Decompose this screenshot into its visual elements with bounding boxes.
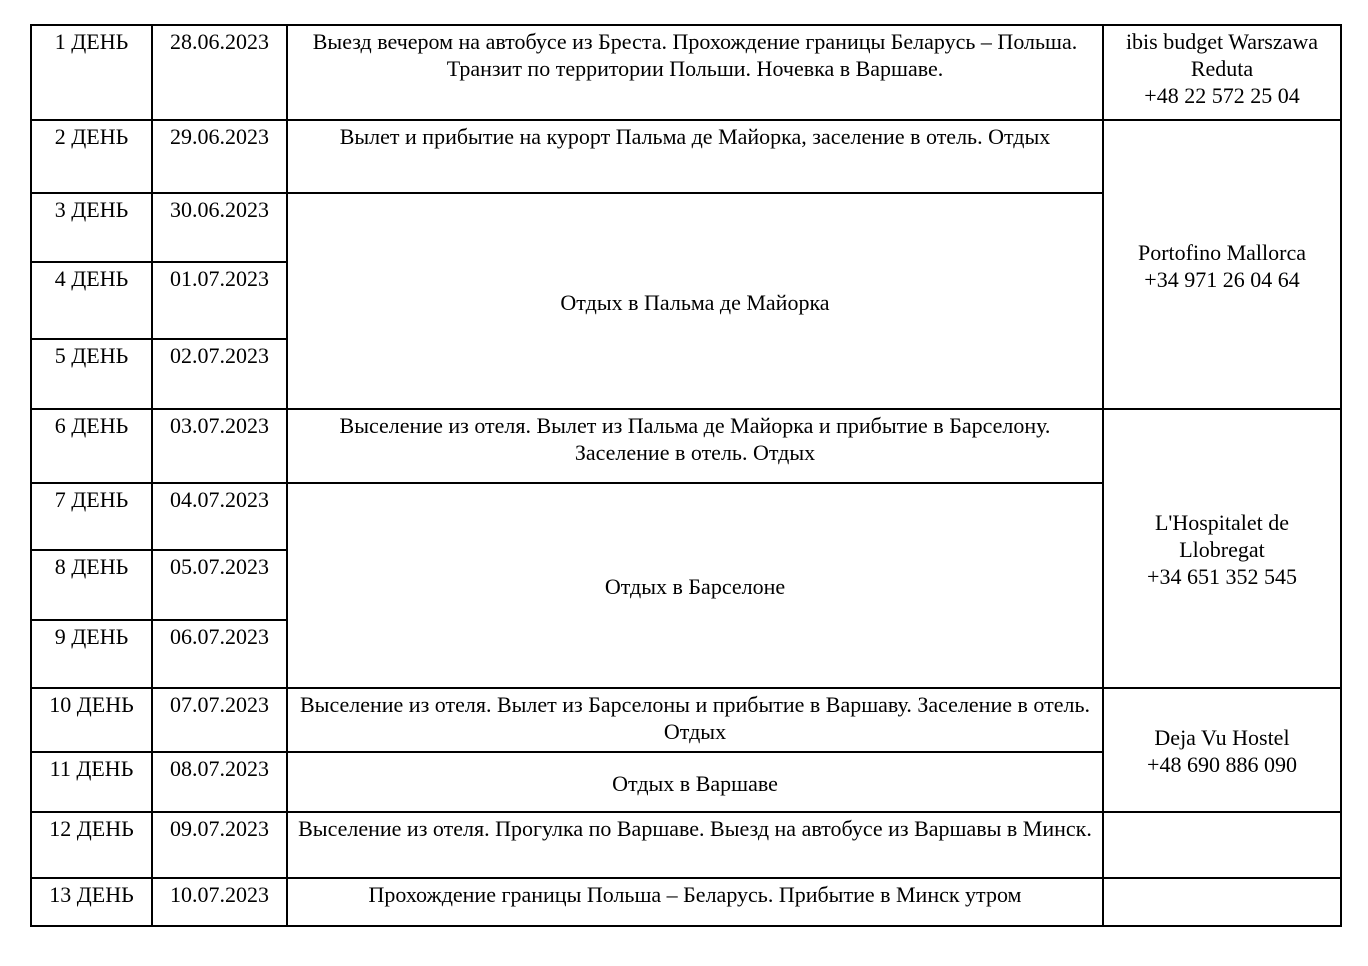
date-cell: 04.07.2023	[152, 483, 287, 550]
program-cell: Выселение из отеля. Прогулка по Варшаве. Выезд на автобусе из Варшавы в Минск.	[287, 812, 1103, 878]
table-row	[31, 25, 1341, 120]
date-cell: 06.07.2023	[152, 620, 287, 688]
hotel-cell	[1103, 25, 1341, 120]
program-cell: Отдых в Пальма де Майорка	[287, 193, 1103, 409]
hotel-name: Llobregat	[1179, 537, 1265, 562]
day-cell: 3 ДЕНЬ	[31, 193, 152, 262]
hotel-cell	[1103, 409, 1341, 688]
hotel-cell-empty	[1103, 812, 1341, 878]
day-cell: 8 ДЕНЬ	[31, 550, 152, 620]
hotel-cell	[1103, 688, 1341, 812]
hotel-phone: +34 651 352 545	[1147, 564, 1297, 589]
hotel-phone: +48 22 572 25 04	[1144, 83, 1300, 108]
hotel-cell-empty	[1103, 878, 1341, 926]
hotel-phone: +48 690 886 090	[1147, 752, 1297, 777]
program-cell: Вылет и прибытие на курорт Пальма де Майорка, заселение в отель. Отдых	[287, 120, 1103, 193]
hotel-name: Reduta	[1190, 56, 1254, 81]
program-cell: Выезд вечером на автобусе из Бреста. Прохождение границы Беларусь – Польша. Транзит по территории Польши. Ночевка в Варшаве.	[287, 25, 1103, 120]
day-cell: 6 ДЕНЬ	[31, 409, 152, 483]
hotel-name: Portofino Mallorca	[1137, 239, 1307, 265]
table-row	[31, 120, 1341, 193]
date-cell: 01.07.2023	[152, 262, 287, 339]
table-row	[31, 688, 1341, 752]
table-row	[31, 812, 1341, 878]
day-cell: 5 ДЕНЬ	[31, 339, 152, 409]
day-cell: 13 ДЕНЬ	[31, 878, 152, 926]
date-cell: 05.07.2023	[152, 550, 287, 620]
day-cell: 12 ДЕНЬ	[31, 812, 152, 878]
day-cell: 11 ДЕНЬ	[31, 752, 152, 812]
hotel-cell	[1103, 120, 1341, 409]
day-cell: 4 ДЕНЬ	[31, 262, 152, 339]
hotel-name: L'Hospitalet de	[1154, 510, 1290, 535]
program-cell: Выселение из отеля. Вылет из Барселоны и прибытие в Варшаву. Заселение в отель. Отдых	[287, 688, 1103, 752]
date-cell: 08.07.2023	[152, 752, 287, 812]
table-row	[31, 409, 1341, 483]
day-cell: 1 ДЕНЬ	[31, 25, 152, 120]
itinerary-table	[30, 24, 1342, 927]
program-cell: Прохождение границы Польша – Беларусь. Прибытие в Минск утром	[287, 878, 1103, 926]
hotel-name: ibis budget Warszawa	[1125, 29, 1319, 54]
date-cell: 30.06.2023	[152, 193, 287, 262]
date-cell: 07.07.2023	[152, 688, 287, 752]
table-row	[31, 878, 1341, 926]
day-cell: 9 ДЕНЬ	[31, 620, 152, 688]
day-cell: 10 ДЕНЬ	[31, 688, 152, 752]
program-cell: Отдых в Барселоне	[287, 483, 1103, 688]
hotel-phone: +34 971 26 04 64	[1144, 266, 1300, 292]
program-cell: Выселение из отеля. Вылет из Пальма де Майорка и прибытие в Барселону. Заселение в отель. Отдых	[287, 409, 1103, 483]
date-cell: 29.06.2023	[152, 120, 287, 193]
date-cell: 03.07.2023	[152, 409, 287, 483]
date-cell: 09.07.2023	[152, 812, 287, 878]
date-cell: 28.06.2023	[152, 25, 287, 120]
day-cell: 7 ДЕНЬ	[31, 483, 152, 550]
date-cell: 10.07.2023	[152, 878, 287, 926]
day-cell: 2 ДЕНЬ	[31, 120, 152, 193]
hotel-name: Deja Vu Hostel	[1154, 725, 1290, 750]
program-cell: Отдых в Варшаве	[287, 752, 1103, 812]
date-cell: 02.07.2023	[152, 339, 287, 409]
